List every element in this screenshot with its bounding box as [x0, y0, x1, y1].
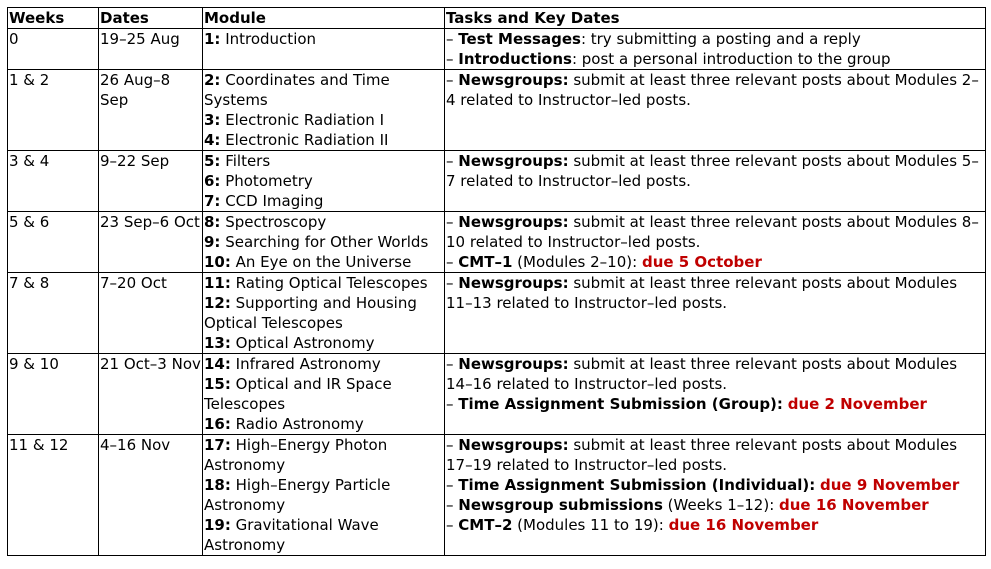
task-text: submit at least three relevant posts about Modules 17–19 related to Instructor–led posts. [446, 436, 958, 474]
module-number: 15: [204, 375, 231, 393]
module-cell [203, 70, 445, 151]
task-name: Newsgroups: [458, 355, 569, 373]
schedule-table [7, 7, 986, 556]
task-text: submit at least three relevant posts about Modules 2–4 related to Instructor–led posts. [446, 71, 979, 109]
module-cell [203, 212, 445, 273]
module-number: 3: [204, 111, 221, 129]
due-date: due 5 October [641, 253, 762, 271]
header-dates: Dates [99, 8, 203, 29]
task-text: submit at least three relevant posts about Modules 5–7 related to Instructor–led posts. [446, 152, 979, 190]
task-name: Newsgroups: [458, 152, 569, 170]
module-item [204, 70, 444, 110]
task-dash: – [446, 71, 459, 89]
task-item [446, 515, 985, 535]
module-title: Spectroscopy [220, 213, 327, 231]
module-number: 14: [204, 355, 231, 373]
module-cell [203, 273, 445, 354]
module-number: 9: [204, 233, 221, 251]
task-name: CMT–2 [458, 516, 513, 534]
weeks-cell: 0 [8, 29, 99, 70]
module-item [204, 252, 444, 272]
header-tasks: Tasks and Key Dates [445, 8, 986, 29]
module-item [204, 515, 444, 555]
task-name: Time Assignment Submission (Group): [458, 395, 783, 413]
tasks-cell [445, 354, 986, 435]
module-title: Coordinates and Time Systems [204, 71, 390, 109]
tasks-cell [445, 70, 986, 151]
module-item [204, 354, 444, 374]
module-number: 7: [204, 192, 221, 210]
task-text: (Weeks 1–12): [662, 496, 780, 514]
module-number: 10: [204, 253, 231, 271]
module-item [204, 475, 444, 515]
task-item [446, 151, 985, 191]
task-dash: – [446, 30, 459, 48]
due-date: due 16 November [668, 516, 819, 534]
module-item [204, 273, 444, 293]
task-item [446, 495, 985, 515]
module-item [204, 232, 444, 252]
task-dash: – [446, 436, 459, 454]
header-weeks: Weeks [8, 8, 99, 29]
task-item [446, 212, 985, 252]
task-dash: – [446, 152, 459, 170]
due-date: due 9 November [820, 476, 960, 494]
dates-cell: 19–25 Aug [99, 29, 203, 70]
module-title: Radio Astronomy [230, 415, 364, 433]
module-title: Introduction [220, 30, 317, 48]
module-title: Supporting and Housing Optical Telescopes [204, 294, 417, 332]
task-dash: – [446, 496, 459, 514]
task-text: submit at least three relevant posts about Modules 8–10 related to Instructor–led posts. [446, 213, 979, 251]
table-row [8, 273, 986, 354]
task-text: submit at least three relevant posts about Modules 14–16 related to Instructor–led posts. [446, 355, 958, 393]
task-text: submit at least three relevant posts about Modules 11–13 related to Instructor–led posts. [446, 274, 958, 312]
module-item [204, 171, 444, 191]
task-name: Newsgroups: [458, 436, 569, 454]
due-date: due 16 November [779, 496, 929, 514]
table-row [8, 70, 986, 151]
task-name: Newsgroup submissions [458, 496, 663, 514]
module-title: Optical Astronomy [230, 334, 375, 352]
task-text: (Modules 2–10): [512, 253, 642, 271]
task-name: Newsgroups: [458, 71, 569, 89]
module-title: An Eye on the Universe [230, 253, 412, 271]
module-number: 19: [204, 516, 231, 534]
task-name: CMT–1 [458, 253, 513, 271]
weeks-cell: 7 & 8 [8, 273, 99, 354]
module-title: High–Energy Photon Astronomy [204, 436, 388, 474]
header-row [8, 8, 986, 29]
task-dash: – [446, 50, 459, 68]
task-item [446, 273, 985, 313]
task-dash: – [446, 395, 459, 413]
module-number: 4: [204, 131, 221, 149]
module-item [204, 374, 444, 414]
module-number: 11: [204, 274, 231, 292]
dates-cell: 7–20 Oct [99, 273, 203, 354]
tasks-cell [445, 29, 986, 70]
task-name: Newsgroups: [458, 213, 569, 231]
weeks-cell: 5 & 6 [8, 212, 99, 273]
dates-cell: 4–16 Nov [99, 435, 203, 556]
task-text: : try submitting a posting and a reply [580, 30, 861, 48]
module-title: Photometry [220, 172, 313, 190]
task-name: Newsgroups: [458, 274, 569, 292]
module-item [204, 191, 444, 211]
module-item [204, 151, 444, 171]
schedule-body [8, 29, 986, 556]
module-title: Filters [220, 152, 271, 170]
task-name: Test Messages [458, 30, 581, 48]
weeks-cell: 3 & 4 [8, 151, 99, 212]
header-module: Module [203, 8, 445, 29]
tasks-cell [445, 212, 986, 273]
dates-cell: 26 Aug–8 Sep [99, 70, 203, 151]
module-title: Rating Optical Telescopes [230, 274, 428, 292]
module-item [204, 110, 444, 130]
task-text: (Modules 11 to 19): [512, 516, 669, 534]
module-title: High–Energy Particle Astronomy [204, 476, 391, 514]
module-cell [203, 435, 445, 556]
task-item [446, 29, 985, 49]
module-title: Electronic Radiation II [220, 131, 389, 149]
tasks-cell [445, 151, 986, 212]
due-date: due 2 November [787, 395, 927, 413]
module-item [204, 130, 444, 150]
module-title: Infrared Astronomy [230, 355, 381, 373]
module-item [204, 414, 444, 434]
module-title: Electronic Radiation I [220, 111, 385, 129]
table-row [8, 212, 986, 273]
module-title: Optical and IR Space Telescopes [204, 375, 392, 413]
task-item [446, 49, 985, 69]
module-number: 13: [204, 334, 231, 352]
weeks-cell: 11 & 12 [8, 435, 99, 556]
module-number: 12: [204, 294, 231, 312]
module-cell [203, 354, 445, 435]
dates-cell: 21 Oct–3 Nov [99, 354, 203, 435]
module-title: CCD Imaging [220, 192, 324, 210]
module-number: 18: [204, 476, 231, 494]
table-row [8, 354, 986, 435]
module-item [204, 29, 444, 49]
task-text: : post a personal introduction to the group [571, 50, 891, 68]
module-item [204, 333, 444, 353]
task-dash: – [446, 253, 459, 271]
task-item [446, 475, 985, 495]
module-cell [203, 151, 445, 212]
table-row [8, 435, 986, 556]
module-title: Searching for Other Worlds [220, 233, 429, 251]
module-cell [203, 29, 445, 70]
module-number: 8: [204, 213, 221, 231]
task-dash: – [446, 476, 459, 494]
task-item [446, 252, 985, 272]
dates-cell: 9–22 Sep [99, 151, 203, 212]
module-number: 17: [204, 436, 231, 454]
module-item [204, 212, 444, 232]
table-row [8, 151, 986, 212]
tasks-cell [445, 273, 986, 354]
module-number: 1: [204, 30, 221, 48]
module-item [204, 293, 444, 333]
task-item [446, 435, 985, 475]
module-title: Gravitational Wave Astronomy [204, 516, 379, 554]
task-item [446, 394, 985, 414]
task-item [446, 70, 985, 110]
task-dash: – [446, 213, 459, 231]
module-number: 6: [204, 172, 221, 190]
task-name: Time Assignment Submission (Individual): [458, 476, 816, 494]
tasks-cell [445, 435, 986, 556]
dates-cell: 23 Sep–6 Oct [99, 212, 203, 273]
module-item [204, 435, 444, 475]
task-dash: – [446, 355, 459, 373]
module-number: 16: [204, 415, 231, 433]
weeks-cell: 9 & 10 [8, 354, 99, 435]
module-number: 5: [204, 152, 221, 170]
task-dash: – [446, 516, 459, 534]
weeks-cell: 1 & 2 [8, 70, 99, 151]
task-item [446, 354, 985, 394]
module-number: 2: [204, 71, 221, 89]
task-dash: – [446, 274, 459, 292]
task-name: Introductions [458, 50, 572, 68]
table-row [8, 29, 986, 70]
